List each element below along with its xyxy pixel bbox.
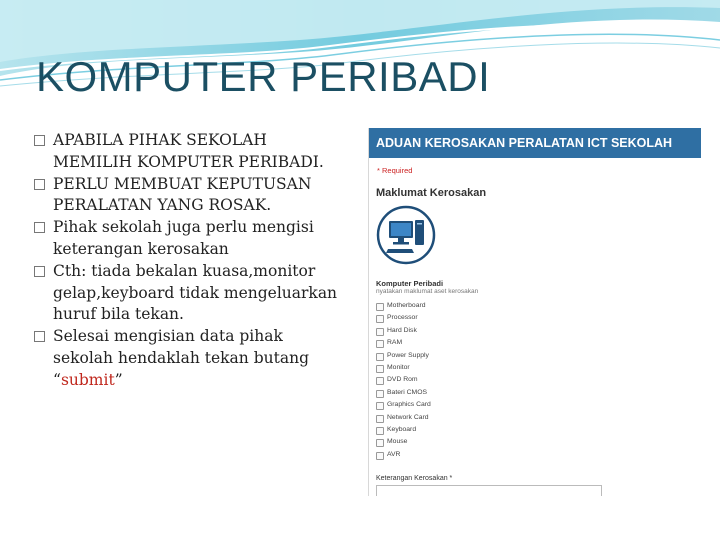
checkbox-option[interactable] <box>376 374 576 386</box>
field-help-text: nyatakan maklumat aset kerosakan <box>376 288 479 295</box>
square-bullet-icon <box>34 331 45 342</box>
checkbox-label: AVR <box>387 450 401 458</box>
bullet-item <box>34 217 352 261</box>
checkbox-label: Power Supply <box>387 351 429 359</box>
checkbox-option[interactable] <box>376 436 576 448</box>
checkbox[interactable] <box>376 353 384 361</box>
checkbox[interactable] <box>376 377 384 385</box>
bullet-line: APABILA PIHAK SEKOLAH <box>53 131 267 149</box>
component-checkbox-list <box>376 300 576 461</box>
field-label: Komputer Peribadi <box>376 279 444 288</box>
checkbox-label: Monitor <box>387 363 410 371</box>
checkbox[interactable] <box>376 315 384 323</box>
checkbox[interactable] <box>376 415 384 423</box>
checkbox-option[interactable] <box>376 312 576 324</box>
remarks-label: Keterangan Kerosakan * <box>376 475 453 482</box>
computer-icon <box>376 205 436 265</box>
checkbox-option[interactable] <box>376 387 576 399</box>
submit-keyword: submit <box>60 370 115 389</box>
bullet-item <box>34 326 352 391</box>
checkbox[interactable] <box>376 439 384 447</box>
checkbox-option[interactable] <box>376 412 576 424</box>
checkbox[interactable] <box>376 402 384 410</box>
checkbox-option[interactable] <box>376 424 576 436</box>
bullet-line: keterangan kerosakan <box>53 239 229 258</box>
bullet-line: MEMILIH KOMPUTER PERIBADI. <box>53 152 324 171</box>
checkbox-label: Keyboard <box>387 425 417 433</box>
bullet-line: huruf bila tekan. <box>53 305 184 324</box>
square-bullet-icon <box>34 222 45 233</box>
checkbox-option[interactable] <box>376 399 576 411</box>
open-quote: “ <box>53 370 61 389</box>
checkbox[interactable] <box>376 427 384 435</box>
required-note: * Required <box>377 166 413 175</box>
close-quote: ” <box>114 370 123 389</box>
checkbox[interactable] <box>376 452 384 460</box>
remarks-textarea[interactable] <box>376 485 602 496</box>
checkbox-label: Bateri CMOS <box>387 388 428 396</box>
checkbox[interactable] <box>376 340 384 348</box>
checkbox-option[interactable] <box>376 325 576 337</box>
checkbox-label: Graphics Card <box>387 401 431 409</box>
bullet-line: PERALATAN YANG ROSAK. <box>53 196 272 215</box>
checkbox-option[interactable] <box>376 350 576 362</box>
bullet-line <box>53 370 352 392</box>
checkbox-label: Processor <box>387 314 418 322</box>
bullet-item <box>34 174 352 218</box>
checkbox-label: Mouse <box>387 438 408 446</box>
checkbox-label: Hard Disk <box>387 326 417 334</box>
checkbox-option[interactable] <box>376 362 576 374</box>
checkbox-label: RAM <box>387 339 403 347</box>
checkbox[interactable] <box>376 365 384 373</box>
bullet-item <box>34 261 352 326</box>
checkbox-label: Motherboard <box>387 302 426 309</box>
checkbox[interactable] <box>376 303 384 311</box>
bullet-line: Cth: tiada bekalan kuasa,monitor <box>53 261 316 280</box>
bullet-list <box>34 130 352 392</box>
form-screenshot <box>368 128 701 496</box>
slide-title: KOMPUTER PERIBADI <box>36 53 491 100</box>
checkbox-option[interactable] <box>376 337 576 349</box>
bullet-line: Pihak sekolah juga perlu mengisi <box>53 218 314 237</box>
bullet-line: PERLU MEMBUAT KEPUTUSAN <box>53 174 312 193</box>
checkbox[interactable] <box>376 328 384 336</box>
checkbox-option[interactable] <box>376 449 576 461</box>
bullet-item <box>34 130 352 174</box>
form-header: ADUAN KEROSAKAN PERALATAN ICT SEKOLAH <box>369 128 701 158</box>
square-bullet-icon <box>34 135 45 146</box>
bullet-line: gelap,keyboard tidak mengeluarkan <box>53 283 338 302</box>
checkbox-label: DVD Rom <box>387 376 418 384</box>
bullet-line: Selesai mengisian data pihak <box>53 327 283 346</box>
checkbox-option[interactable] <box>376 300 576 312</box>
bullet-line: sekolah hendaklah tekan butang <box>53 348 309 367</box>
square-bullet-icon <box>34 179 45 190</box>
checkbox[interactable] <box>376 390 384 398</box>
checkbox-label: Network Card <box>387 413 429 421</box>
square-bullet-icon <box>34 266 45 277</box>
form-section-title: Maklumat Kerosakan <box>376 187 487 199</box>
